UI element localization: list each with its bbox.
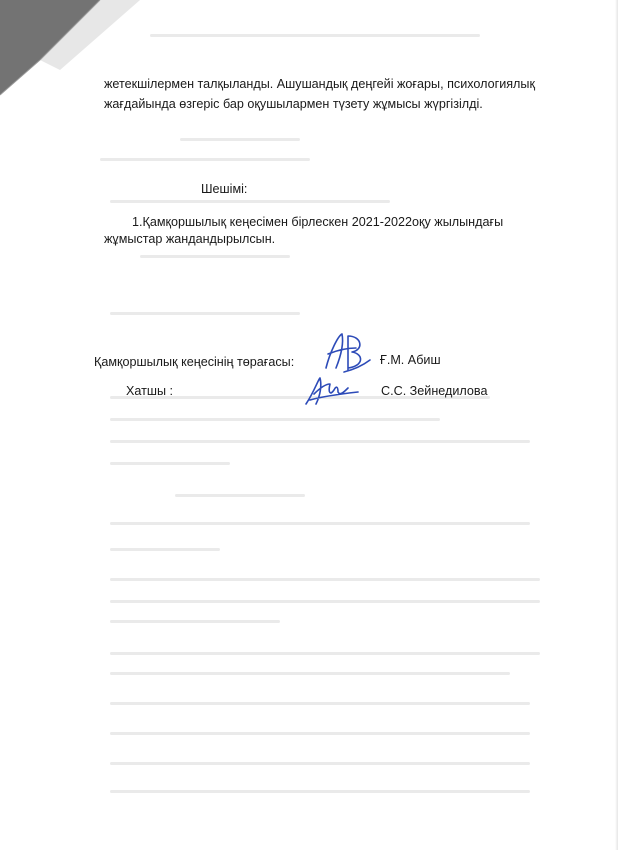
secretary-name: С.С. Зейнедилова [381,384,488,398]
secretary-signature [300,370,360,410]
decision-heading: Шешімі: [201,182,248,196]
secretary-label: Хатшы : [126,384,174,398]
intro-line-1: жетекшілермен талқыланды. Ашушандық деңгейі жоғары, психологиялық [104,77,535,91]
chair-name: Ғ.М. Абиш [380,353,441,367]
decision-item-1-line-2: жұмыстар жандандырылсын. [104,232,276,246]
chair-label: Қамқоршылық кеңесінің төрағасы: [94,355,295,369]
chair-signature [318,330,374,375]
intro-line-2: жағдайында өзгеріс бар оқушылармен түзету жұмысы жүргізілді. [104,97,483,111]
decision-item-1-line-1: 1.Қамқоршылық кеңесімен бірлескен 2021-2022оқу жылындағы [132,215,504,229]
